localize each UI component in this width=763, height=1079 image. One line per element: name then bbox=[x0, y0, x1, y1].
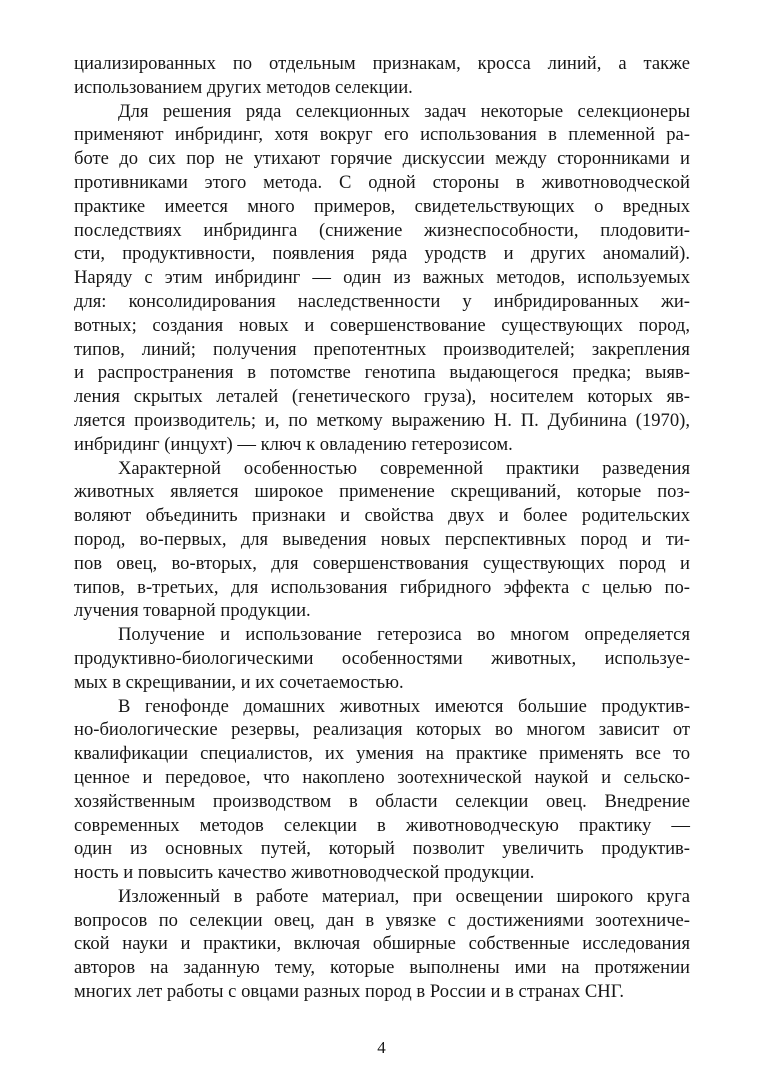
body-text bbox=[74, 52, 690, 1004]
text-line: ления скрытых леталей (генетического груза), носителем которых яв- bbox=[74, 386, 690, 408]
text-line: многих лет работы с овцами разных пород в России и в странах СНГ. bbox=[74, 981, 624, 1003]
text-line: пов овец, во-вторых, для совершенствования существующих пород и bbox=[74, 552, 690, 574]
text-line: практике имеется много примеров, свидетельствующих о вредных bbox=[74, 195, 690, 217]
text-line: современных методов селекции в животноводческую практику — bbox=[74, 814, 690, 836]
text-line: но-биологические резервы, реализация которых во многом зависит от bbox=[74, 719, 690, 741]
text-line: последствиях инбридинга (снижение жизнеспособности, плодовити- bbox=[74, 219, 690, 241]
text-line: вопросов по селекции овец, дан в увязке с достижениями зоотехниче- bbox=[74, 909, 690, 931]
paragraph bbox=[74, 457, 690, 624]
text-line: типов, в-третьих, для использования гибридного эффекта с целью по- bbox=[74, 576, 690, 598]
text-line: Характерной особенностью современной практики разведения bbox=[118, 457, 690, 479]
paragraph bbox=[74, 695, 690, 885]
text-line: Изложенный в работе материал, при освещении широкого круга bbox=[118, 885, 690, 907]
text-line: квалификации специалистов, их умения на практике применять все то bbox=[74, 743, 690, 765]
text-line: ской науки и практики, включая обширные собственные исследования bbox=[74, 933, 690, 955]
text-line: авторов на заданную тему, которые выполнены ими на протяжении bbox=[74, 957, 690, 979]
text-line: противниками этого метода. С одной стороны в животноводческой bbox=[74, 171, 690, 193]
text-line: для: консолидирования наследственности у инбридированных жи- bbox=[74, 290, 690, 312]
paragraph bbox=[74, 52, 690, 100]
text-line: продуктивно-биологическими особенностями животных, используе- bbox=[74, 647, 690, 669]
text-line: циализированных по отдельным признакам, кросса линий, а также bbox=[74, 53, 690, 74]
text-line: животных является широкое применение скрещиваний, которые поз- bbox=[74, 481, 690, 503]
page-number: 4 bbox=[377, 1038, 386, 1057]
text-line: мых в скрещивании, и их сочетаемостью. bbox=[74, 671, 404, 693]
text-line: боте до сих пор не утихают горячие дискуссии между сторонниками и bbox=[74, 148, 690, 170]
text-line: использованием других методов селекции. bbox=[74, 76, 413, 98]
text-line: лучения товарной продукции. bbox=[74, 600, 311, 622]
text-line: применяют инбридинг, хотя вокруг его использования в племенной ра- bbox=[74, 124, 690, 146]
text-line: ность и повысить качество животноводческой продукции. bbox=[74, 862, 535, 884]
text-line: ценное и передовое, что накоплено зоотехнической наукой и сельско- bbox=[74, 766, 690, 788]
text-line: пород, во-первых, для выведения новых перспективных пород и ти- bbox=[74, 528, 690, 550]
text-line: типов, линий; получения препотентных производителей; закрепления bbox=[74, 338, 690, 360]
text-line: и распространения в потомстве генотипа выдающегося предка; выяв- bbox=[74, 362, 690, 384]
text-line: сти, продуктивности, появления ряда уродств и других аномалий). bbox=[74, 243, 690, 265]
text-line: Для решения ряда селекционных задач некоторые селекционеры bbox=[118, 100, 690, 122]
text-line: В генофонде домашних животных имеются большие продуктив- bbox=[118, 695, 690, 717]
text-line: воляют объединить признаки и свойства двух и более родительских bbox=[74, 505, 690, 527]
text-line: Получение и использование гетерозиса во многом определяется bbox=[118, 624, 690, 646]
paragraph bbox=[74, 100, 690, 457]
text-line: инбридинг (инцухт) — ключ к овладению гетерозисом. bbox=[74, 433, 513, 455]
text-line: ляется производитель; и, по меткому выражению Н. П. Дубинина (1970), bbox=[74, 409, 690, 431]
paragraph bbox=[74, 623, 690, 694]
paragraph bbox=[74, 885, 690, 1004]
text-line: Наряду с этим инбридинг — один из важных методов, используемых bbox=[74, 267, 690, 289]
text-line: вотных; создания новых и совершенствование существующих пород, bbox=[74, 314, 690, 336]
text-line: хозяйственным производством в области селекции овец. Внедрение bbox=[74, 790, 690, 812]
text-line: один из основных путей, который позволит увеличить продуктив- bbox=[74, 838, 690, 860]
